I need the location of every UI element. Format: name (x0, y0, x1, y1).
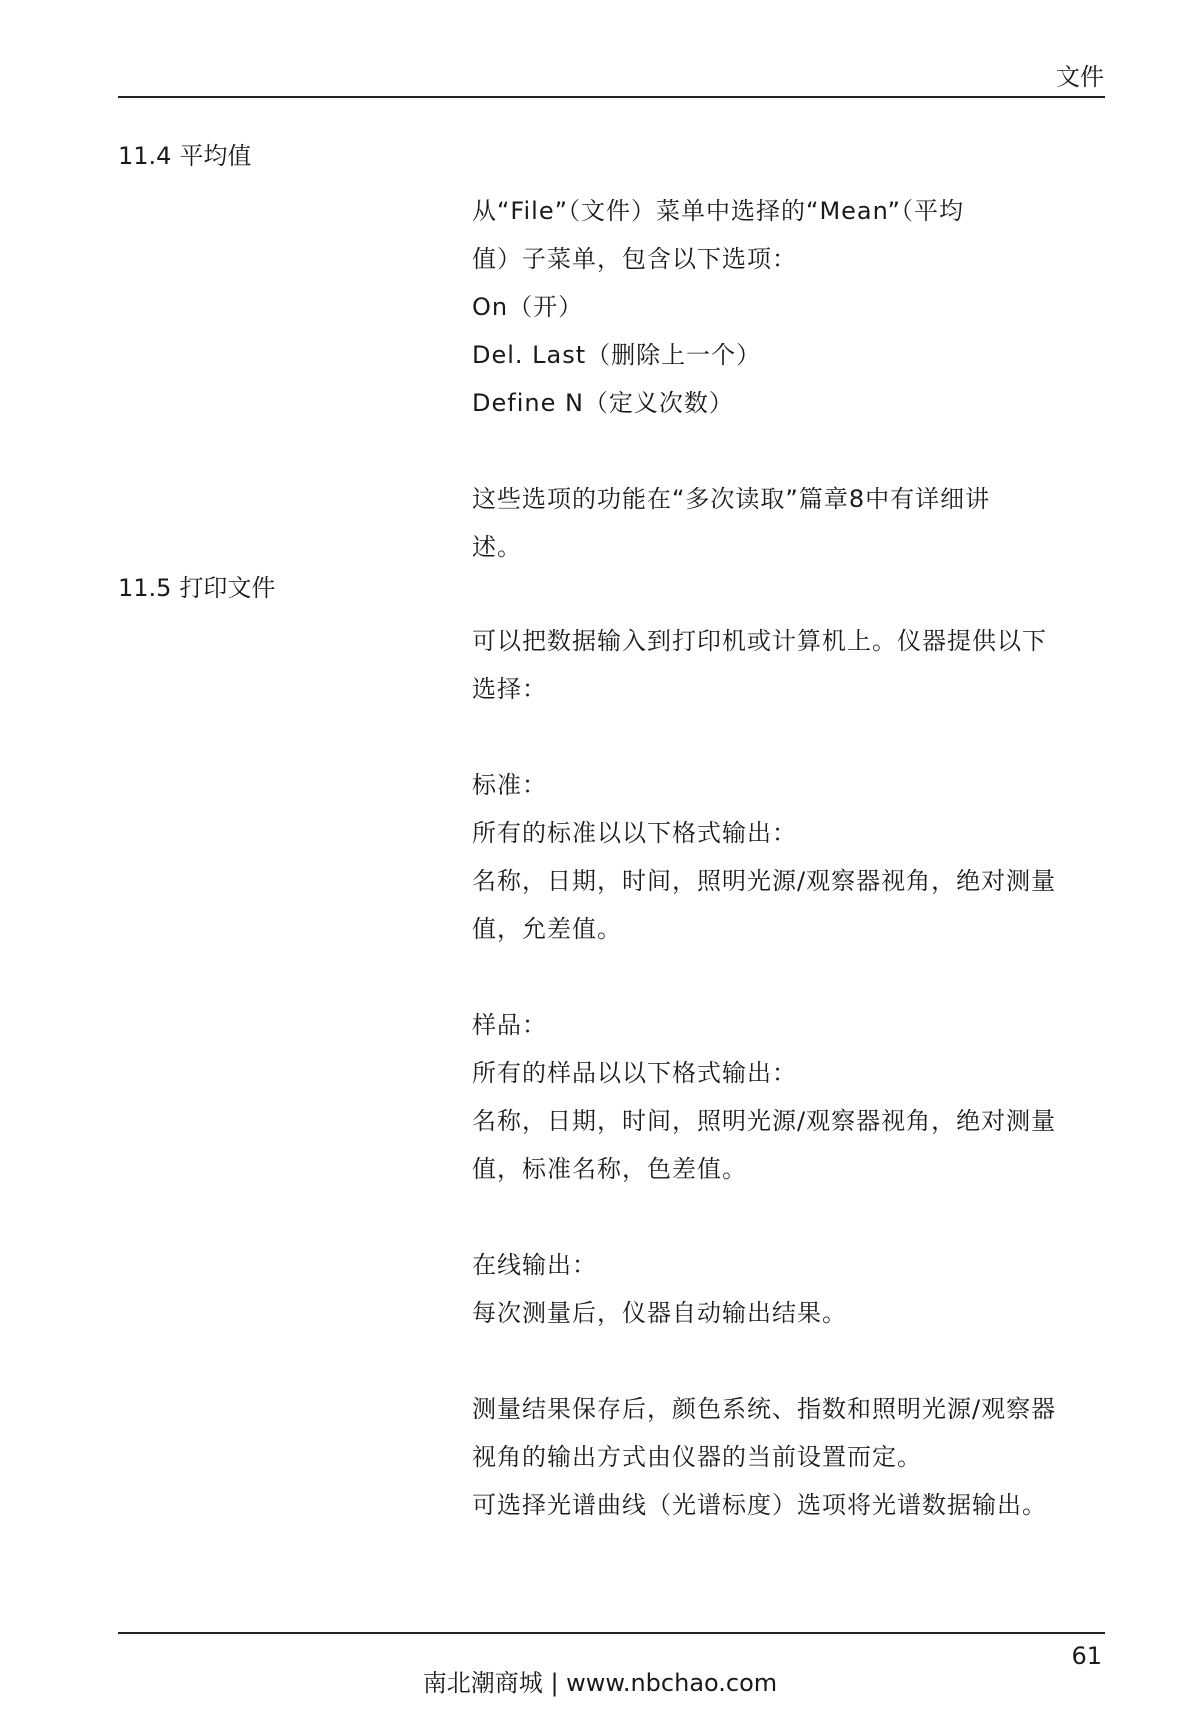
page-number: 61 (1071, 1642, 1102, 1670)
spacer (472, 953, 1102, 1001)
section-11-4-body (472, 187, 1102, 571)
spacer (472, 1193, 1102, 1241)
paragraph-line: 值，允差值。 (472, 915, 622, 943)
option-define-n: Define N（定义次数） (472, 389, 734, 417)
paragraph-line: 可选择光谱曲线（光谱标度）选项将光谱数据输出。 (472, 1491, 1047, 1519)
paragraph-line: 从“File”（文件）菜单中选择的“Mean”（平均 (472, 197, 964, 225)
section-heading-11-4 (118, 141, 251, 171)
running-header: 文件 (1056, 63, 1104, 91)
section-heading-11-5 (118, 573, 275, 603)
option-del-last: Del. Last（删除上一个） (472, 341, 762, 369)
sample-label: 样品： (472, 1011, 547, 1039)
header-rule (118, 96, 1105, 98)
option-on: On（开） (472, 293, 584, 321)
footer-watermark: 南北潮商城 | www.nbchao.com (422, 1669, 778, 1697)
paragraph-line: 每次测量后，仪器自动输出结果。 (472, 1299, 847, 1327)
section-title: 平均值 (179, 142, 252, 170)
section-number: 11.4 (118, 142, 172, 170)
paragraph-line: 所有的标准以以下格式输出： (472, 819, 797, 847)
paragraph-line: 这些选项的功能在“多次读取”篇章8中有详细讲 (472, 485, 991, 513)
paragraph-line: 值）子菜单，包含以下选项： (472, 245, 797, 273)
paragraph-line: 值，标准名称，色差值。 (472, 1155, 747, 1183)
paragraph-line: 名称，日期，时间，照明光源/观察器视角，绝对测量 (472, 1107, 1057, 1135)
footer-rule (118, 1632, 1105, 1634)
paragraph-line: 述。 (472, 533, 522, 561)
section-number: 11.5 (118, 574, 172, 602)
spacer (472, 713, 1102, 761)
section-title: 打印文件 (179, 574, 276, 602)
paragraph-line: 测量结果保存后，颜色系统、指数和照明光源/观察器 (472, 1395, 1057, 1423)
online-label: 在线输出： (472, 1251, 597, 1279)
section-11-5-body (472, 617, 1102, 1529)
paragraph-line: 可以把数据输入到打印机或计算机上。仪器提供以下 (472, 627, 1047, 655)
paragraph-line: 选择： (472, 675, 547, 703)
spacer (472, 1337, 1102, 1385)
spacer (472, 427, 1102, 475)
paragraph-line: 名称，日期，时间，照明光源/观察器视角，绝对测量 (472, 867, 1057, 895)
standard-label: 标准： (472, 771, 547, 799)
paragraph-line: 所有的样品以以下格式输出： (472, 1059, 797, 1087)
paragraph-line: 视角的输出方式由仪器的当前设置而定。 (472, 1443, 922, 1471)
